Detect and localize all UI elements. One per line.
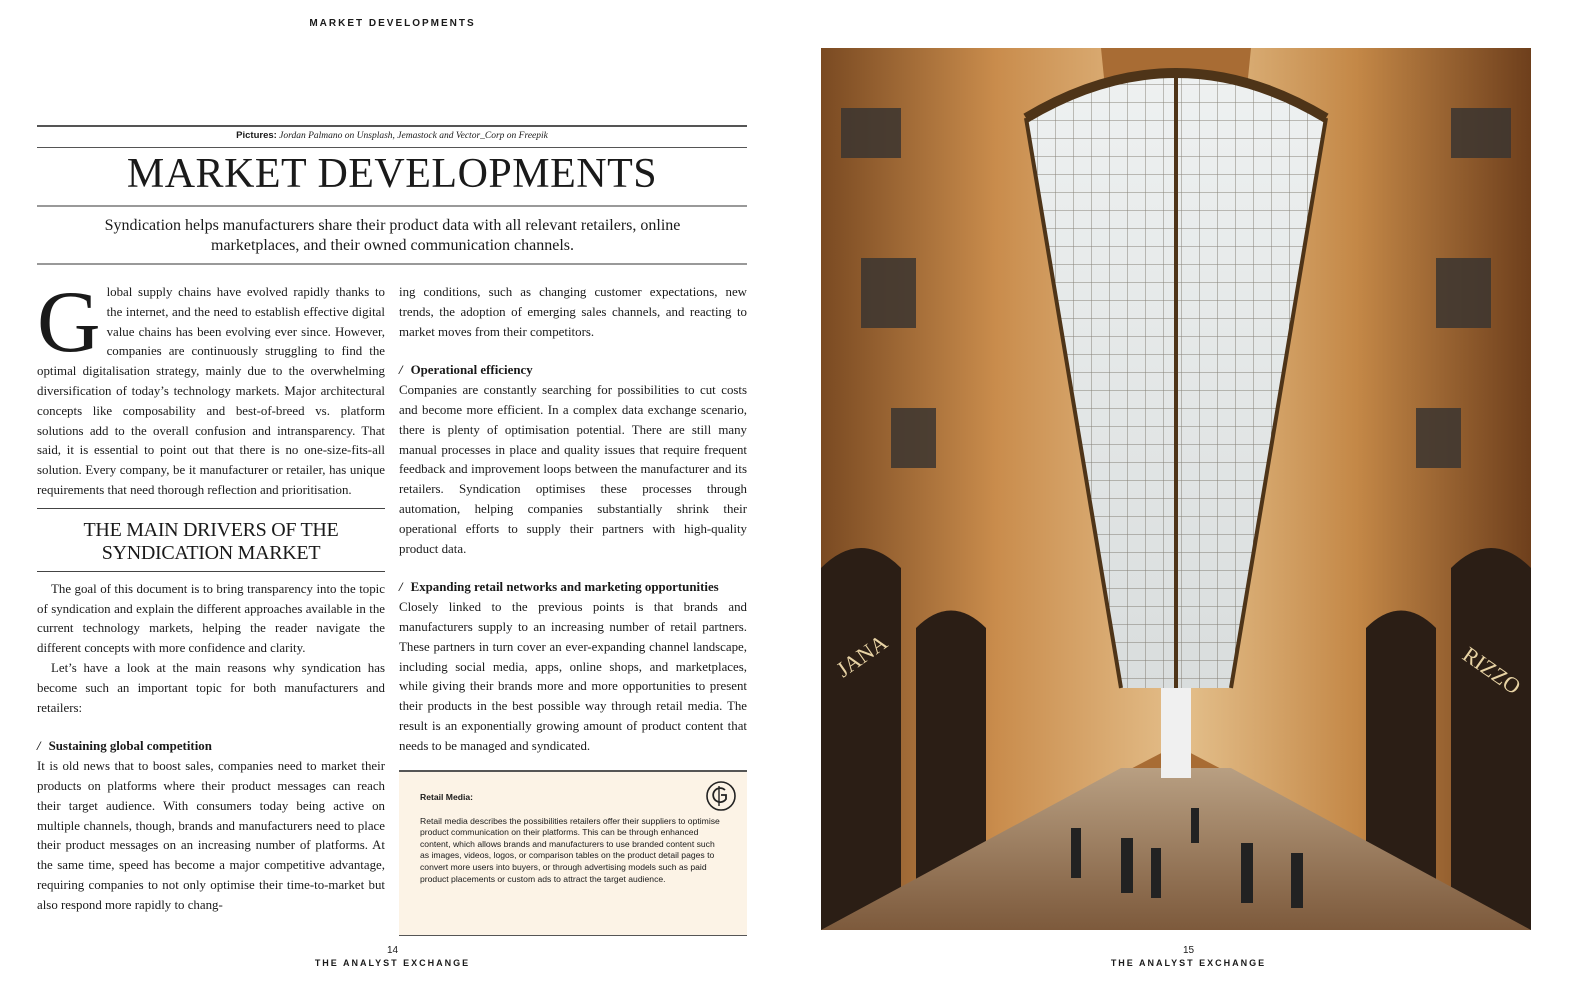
folio-right bbox=[790, 945, 1587, 968]
g-circle-logo-icon bbox=[705, 780, 737, 812]
page-number: 15 bbox=[1182, 945, 1195, 956]
page-title: MARKET DEVELOPMENTS bbox=[126, 151, 658, 197]
box-text: Retail media describes the possibilities retailers offer their suppliers to optimise product communication on their platforms. This can be through enhanced content, which allows brands and manufacturers to use branded content such as images, videos, logos, or comparison tables on the product detail pages to convert more users into buyers, or through advertising models such as paid product placements or custom ads to attract the target audience. bbox=[420, 815, 720, 884]
left-page bbox=[0, 0, 790, 998]
credit-label: Pictures: bbox=[236, 130, 277, 141]
driver-text: Companies are constantly searching for possibilities to cut costs and become more efficient. In a complex data exchange scenario, there is plenty of optimisation potential. There are still many manual processes in place and quality issues that require frequent feedback and improvement loops between the manufacturer and its retailers. Syndication optimises these processes through automation, helping companies substantially shrink their operational efforts to supply their partners with high-quality product data. bbox=[399, 383, 747, 556]
page-number: 14 bbox=[386, 945, 399, 956]
slash-icon: / bbox=[399, 580, 403, 595]
section-heading: THE MAIN DRIVERS OF THE SYNDICATION MARKET bbox=[83, 518, 339, 564]
driver-heading: / Operational efficiency bbox=[399, 363, 533, 378]
publication-name: THE ANALYST EXCHANGE bbox=[314, 958, 471, 968]
drop-cap: G bbox=[37, 274, 101, 371]
picture-credit bbox=[37, 130, 747, 141]
section-rule-bottom bbox=[37, 571, 385, 572]
driver-text: It is old news that to boost sales, companies need to market their products on platforms where their product messages can reach their target audience. With consumers today being active on multiple channels, though, brands and manufacturers need to place their product messages on an increasing number of platforms. At the same time, speed has become a major competitive advantage, requiring companies to not only optimise their time-to-market but also respond more rapidly to chang- bbox=[37, 759, 385, 912]
lede: Syndication helps manufacturers share their product data with all relevant retailers, online marketplaces, and their owned communication channels. bbox=[104, 217, 681, 254]
section-paragraph: The goal of this document is to bring transparency into the topic of syndication and explain the different approaches available in the current technology markets, helping the reader navigate the different concepts with more confidence and clarity. bbox=[37, 581, 385, 656]
column-2 bbox=[399, 283, 747, 757]
lede-rule bbox=[37, 263, 747, 265]
shop-sign-left: JANA bbox=[831, 629, 892, 683]
driver-heading: / Expanding retail networks and marketing opportunities bbox=[399, 580, 719, 595]
right-page bbox=[790, 0, 1587, 998]
driver-text: Closely linked to the previous points is that brands and manufacturers supply to an increasing number of retail partners. These partners in turn cover an ever-expanding channel landscape, including social media, apps, online shops, and marketplaces, while giving their brands more and more opportunities to present their products in the best possible way through retail media. The result is an exponentially growing amount of product content that needs to be managed and syndicated. bbox=[399, 600, 747, 753]
intro-paragraph bbox=[37, 274, 385, 501]
publication-name: THE ANALYST EXCHANGE bbox=[1110, 958, 1267, 968]
driver-text-continued: ing conditions, such as changing customer expectations, new trends, the adoption of emerging sales channels, and reacting to market moves from their competitors. bbox=[399, 285, 747, 339]
slash-icon: / bbox=[37, 739, 41, 754]
retail-media-box bbox=[399, 770, 747, 936]
title-rule bbox=[37, 205, 747, 207]
shop-sign-right: RIZZO bbox=[1458, 641, 1526, 700]
credit-text: Jordan Palmano on Unsplash, Jemastock and Vector_Corp on Freepik bbox=[279, 131, 548, 141]
intro-text: lobal supply chains have evolved rapidly thanks to the internet, and the need to establish effective digital value chains has been evolving ever since. However, companies are continuously struggling to find the optimal digitalisation strategy, mainly due to the overwhelming diversification of today’s technology markets. Major architectural concepts like composability and best-of-breed vs. platform solutions add to the overall confusion and intransparency. That said, it is essential to point out that there is no one-size-fits-all solution. Every company, be it manufacturer or retailer, has unique requirements that need thorough reflection and prioritisation. bbox=[37, 285, 385, 497]
running-head: MARKET DEVELOPMENTS bbox=[309, 18, 476, 29]
folio-left bbox=[0, 945, 785, 968]
galleria-arcade-photo bbox=[821, 48, 1531, 930]
slash-icon: / bbox=[399, 363, 403, 378]
credit-rule-bottom bbox=[37, 147, 747, 148]
section-rule-top bbox=[37, 508, 385, 509]
box-title: Retail Media: bbox=[420, 792, 474, 802]
credit-rule-top bbox=[37, 125, 747, 127]
driver-heading: / Sustaining global competition bbox=[37, 739, 212, 754]
column-1 bbox=[37, 274, 385, 916]
section-paragraph: Let’s have a look at the main reasons why syndication has become such an important topic for both manufacturers and retailers: bbox=[37, 660, 385, 715]
